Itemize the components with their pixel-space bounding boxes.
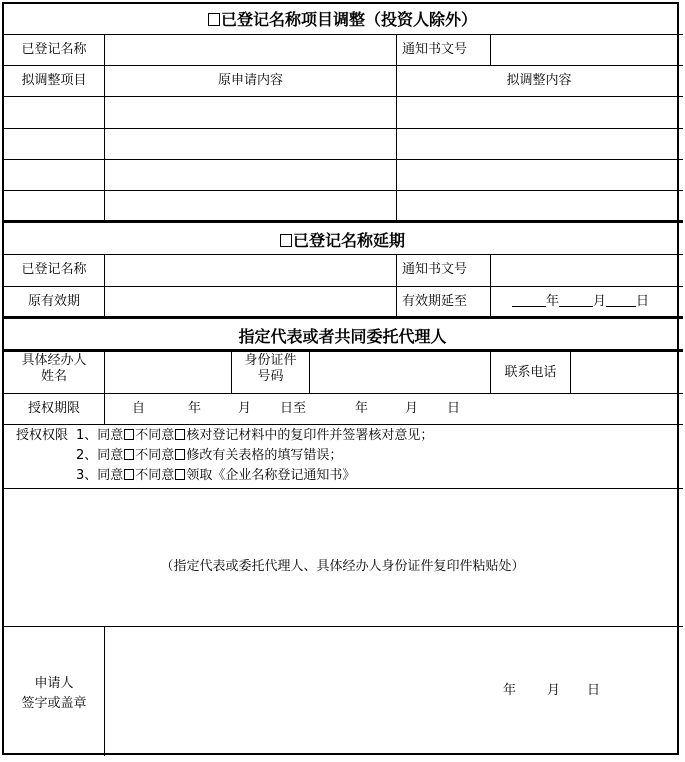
label-line: 身份证件 <box>244 353 297 368</box>
divider <box>2 488 683 489</box>
month-text: 月 <box>238 401 252 416</box>
section-title-agent: 指定代表或者共同委托代理人 <box>238 327 447 346</box>
item-text: 核对登记材料中的复印件并签署核对意见； <box>186 428 434 443</box>
divider <box>396 34 397 221</box>
month-text: 月 <box>405 401 419 416</box>
label-line: 具体经办人 <box>21 353 87 368</box>
day-text: 日 <box>447 401 461 416</box>
year-text: 年 <box>503 683 517 698</box>
item-label: 拟调整项目 <box>21 73 87 88</box>
signature-field[interactable] <box>105 627 679 755</box>
section-title-text: 已登记名称项目调整（投资人除外） <box>220 10 477 29</box>
phone-label: 联系电话 <box>504 365 557 380</box>
agree-checkbox[interactable] <box>124 449 134 460</box>
checkbox[interactable] <box>280 234 292 247</box>
disagree-text: 不同意 <box>135 468 175 483</box>
notice-no-field[interactable] <box>491 35 679 65</box>
day-text: 日 <box>587 683 601 698</box>
day-to-text: 日至 <box>280 401 307 416</box>
divider <box>396 254 397 317</box>
section-title-name-adjustment <box>2 7 683 30</box>
proposed-content-header: 拟调整内容 <box>506 73 572 88</box>
notice-no-label: 通知书文号 <box>402 42 468 57</box>
disagree-text: 不同意 <box>135 428 175 443</box>
notice-no-label: 通知书文号 <box>402 262 468 277</box>
divider <box>104 254 105 317</box>
agree-checkbox[interactable] <box>124 429 134 440</box>
registered-name-label: 已登记名称 <box>21 42 87 57</box>
divider <box>2 424 683 425</box>
original-content-header: 原申请内容 <box>217 73 283 88</box>
disagree-text: 不同意 <box>135 448 175 463</box>
phone-field[interactable] <box>571 350 679 393</box>
applicant-signature-label <box>4 674 104 714</box>
item-num: 2、 <box>76 448 98 463</box>
agree-checkbox[interactable] <box>124 469 134 480</box>
month-text: 月 <box>547 683 561 698</box>
year-text: 年 <box>188 401 202 416</box>
label-line: 签字或盖章 <box>21 696 87 711</box>
scope-item-2 <box>76 448 342 464</box>
handler-name-label <box>4 353 104 385</box>
item-text: 修改有关表格的填写错误； <box>186 448 343 463</box>
period-field[interactable] <box>105 394 679 424</box>
disagree-checkbox[interactable] <box>175 429 185 440</box>
item-text: 领取《企业名称登记通知书》 <box>186 468 356 483</box>
item-num: 1、 <box>76 428 98 443</box>
extend-date-field[interactable] <box>512 294 649 310</box>
extend-to-label: 有效期延至 <box>402 294 468 309</box>
agree-text: 同意 <box>97 428 124 443</box>
label-line: 申请人 <box>34 676 74 691</box>
id-number-label <box>232 353 309 385</box>
year-text: 年 <box>546 294 560 309</box>
scope-item-3 <box>76 468 355 484</box>
section-title-extension <box>2 228 683 251</box>
label-line: 姓名 <box>40 369 67 384</box>
scope-item-1 <box>76 428 433 444</box>
id-number-field[interactable] <box>310 350 490 393</box>
disagree-checkbox[interactable] <box>175 449 185 460</box>
original-validity-label: 原有效期 <box>27 294 80 309</box>
id-copy-paste-area: （指定代表或委托代理人、具体经办人身份证件复印件粘贴处） <box>160 559 525 574</box>
registered-name-label: 已登记名称 <box>21 262 87 277</box>
item-num: 3、 <box>76 468 98 483</box>
divider <box>490 254 491 317</box>
day-text: 日 <box>636 294 650 309</box>
from-text: 自 <box>132 401 146 416</box>
year-text: 年 <box>355 401 369 416</box>
scope-label: 授权权限 <box>16 428 69 443</box>
handler-name-field[interactable] <box>105 350 231 393</box>
disagree-checkbox[interactable] <box>175 469 185 480</box>
checkbox[interactable] <box>208 13 220 26</box>
period-label: 授权期限 <box>27 401 80 416</box>
agree-text: 同意 <box>97 468 124 483</box>
section-title-text: 已登记名称延期 <box>292 231 405 250</box>
label-line: 号码 <box>257 369 284 384</box>
month-text: 月 <box>593 294 607 309</box>
registered-name-field[interactable] <box>105 35 396 65</box>
agree-text: 同意 <box>97 448 124 463</box>
